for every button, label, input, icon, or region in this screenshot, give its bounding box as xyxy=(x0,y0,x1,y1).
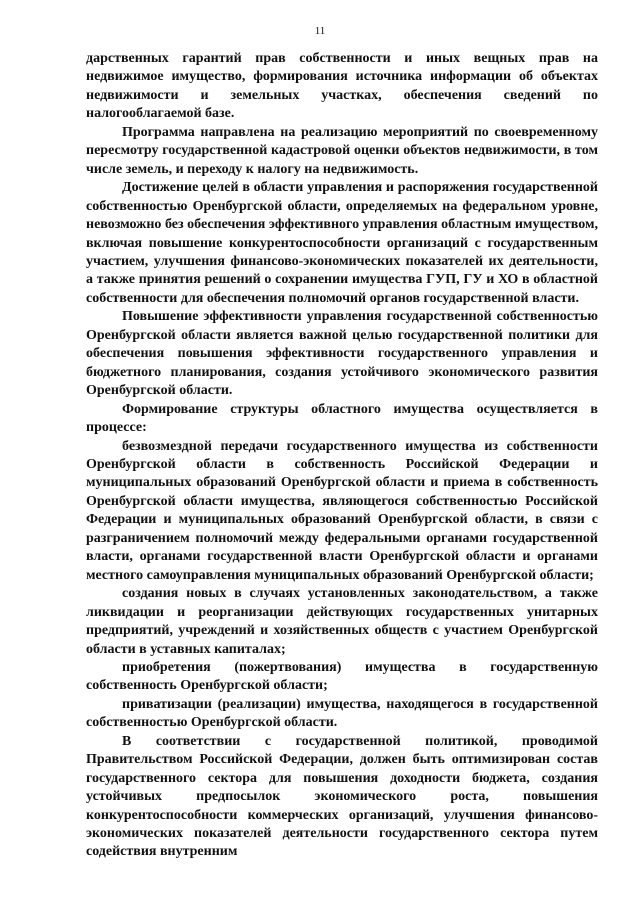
list-item-privatization: приватизации (реализации) имущества, находящегося в государственной собственностью Оренбургской области. xyxy=(86,696,598,731)
paragraph-final: В соответствии с государственной политикой, проводимой Правительством Российской Федерации, должен быть оптимизирован состав государственного сектора для повышения доходности бюджета, создания устойчивых предпосылок экономического роста, повышения конкурентоспособности коммерческих организаций, улучшения финансово-экономических показателей деятельности государственного сектора путем содействия внутренним xyxy=(86,733,598,860)
document-body xyxy=(86,50,598,862)
paragraph-5: Формирование структуры областного имущества осуществляется в процессе: xyxy=(86,401,598,436)
list-item-transfer: безвозмездной передачи государственного имущества из собственности Оренбургской области в собственность Российской Федерации и муниципальных образований Оренбургской области и приема в собственность Оренбургской области имущества, являющегося собственностью Российской Федерации и муниципальных образований Оренбургской области, в связи с разграничением полномочий между федеральными органами государственной власти, органами государственной власти Оренбургской области и органами местного самоуправления муниципальных образований Оренбургской области; xyxy=(86,438,598,583)
page-number: 11 xyxy=(314,25,326,37)
paragraph-2: Программа направлена на реализацию мероприятий по своевременному пересмотру государственной кадастровой оценки объектов недвижимости, в том числе земель, и переходу к налогу на недвижимость. xyxy=(86,124,598,177)
paragraph-1: дарственных гарантий прав собственности и иных вещных прав на недвижимое имущество, формирования источника информации об объектах недвижимости и земельных участках, обеспечения сведений по налогооблагаемой базе. xyxy=(86,51,598,122)
paragraph-4: Повышение эффективности управления государственной собственностью Оренбургской области является важной целью государственной политики для обеспечения повышения эффективности государственного управления и бюджетного планирования, создания устойчивого экономического развития Оренбургской области. xyxy=(86,309,598,399)
list-item-creation: создания новых в случаях установленных законодательством, а также ликвидации и реорганизации действующих государственных унитарных предприятий, учреждений и хозяйственных обществ с участием Оренбургской области в уставных капиталах; xyxy=(86,586,598,657)
list-item-acquisition: приобретения (пожертвования) имущества в государственную собственность Оренбургской области; xyxy=(86,659,598,694)
paragraph-3: Достижение целей в области управления и распоряжения государственной собственностью Оренбургской области, определяемых на федеральном уровне, невозможно без обеспечения эффективного управления областным имуществом, включая повышение конкурентоспособности организаций с государственным участием, улучшения финансово-экономических показателей их деятельности, а также принятия решений о сохранении имущества ГУП, ГУ и ХО в областной собственности для обеспечения полномочий органов государственной власти. xyxy=(86,180,598,306)
